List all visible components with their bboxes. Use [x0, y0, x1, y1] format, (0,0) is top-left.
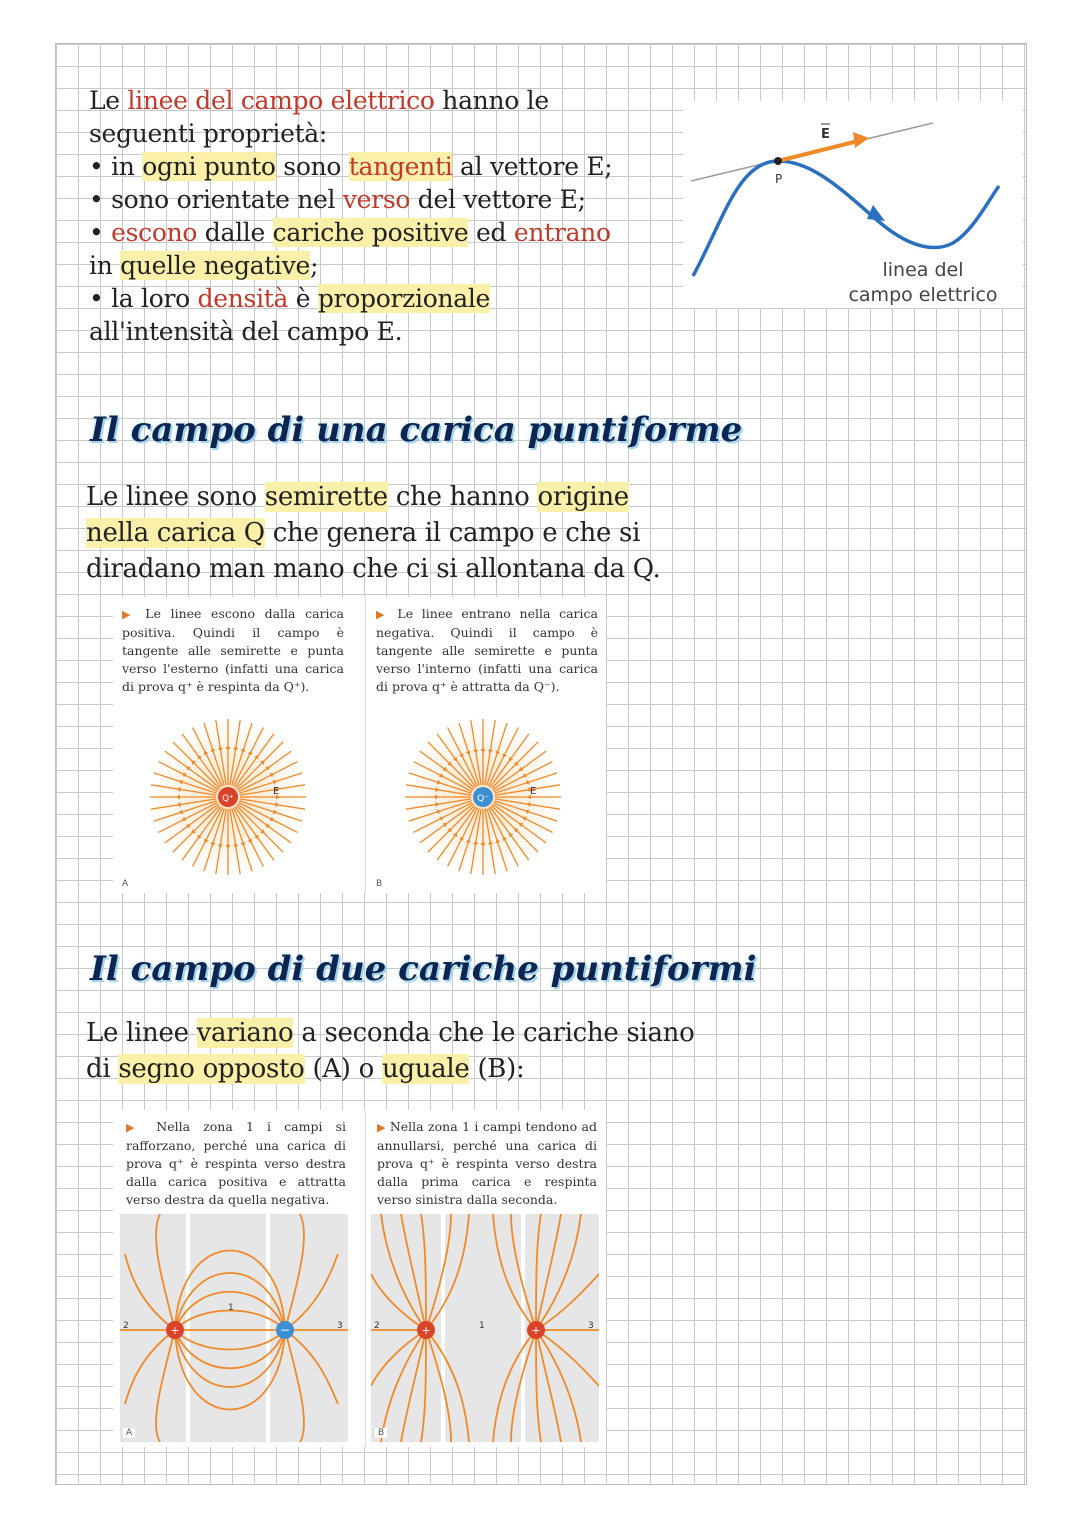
highlight-red: linee del campo elettrico [127, 86, 435, 115]
charge-label: Q⁻ [477, 794, 489, 804]
dipole-field [120, 1214, 348, 1442]
single-charge-figures [113, 597, 606, 893]
caption-text: Nella zona 1 i campi tendono ad annullarsi, perché una carica di prova q⁺ è respinta verso destra dalla prima carica e respinta verso sinistra dalla seconda. [377, 1119, 597, 1207]
text: ed [468, 218, 514, 247]
text: che genera il campo e che si [264, 518, 641, 548]
text: Le [89, 86, 128, 115]
panel-letter-b: B [373, 879, 385, 889]
negative-charge-field [398, 712, 598, 882]
plus-sign: + [170, 1324, 180, 1337]
vector-label: E [273, 786, 280, 797]
text: a seconda che le cariche siano [293, 1018, 695, 1048]
like-charges-field [371, 1214, 599, 1442]
text: Le linee [86, 1018, 197, 1048]
point-label: P [775, 172, 783, 186]
text: dalle [197, 218, 273, 247]
figure-b-caption: ▶ Nella zona 1 i campi tendono ad annullarsi, perché una carica di prova q⁺ è respinta verso destra dalla prima carica e respinta verso sinistra dalla seconda. [377, 1119, 597, 1207]
section2-paragraph [86, 1015, 694, 1087]
highlight-yellow: origine [537, 482, 629, 512]
caption-text: Le linee entrano nella carica negativa. Quindi il campo è tangente alle semirette e punta verso l'interno (infatti una carica di prova q⁺ è attratta da Q⁻). [376, 606, 598, 694]
highlight-yellow: cariche positive [272, 218, 469, 247]
zone-3-label: 3 [588, 1321, 594, 1331]
charge-label: Q⁺ [222, 794, 234, 804]
text: è [288, 284, 318, 313]
highlight-yellow: semirette [264, 482, 388, 512]
text: al vettore E; [452, 152, 613, 181]
point-p [774, 157, 782, 165]
text: all'intensità del campo E. [89, 317, 403, 346]
vector-label: E [821, 127, 830, 142]
caption-text: Le linee escono dalla carica positiva. Quindi il campo è tangente alle semirette e punta verso l'esterno (infatti una carica di prova q⁺ è respinta da Q⁺). [122, 606, 344, 694]
zone-2-label: 2 [123, 1321, 129, 1331]
section2-heading: Il campo di due cariche puntiformi [90, 949, 757, 989]
zone-3-label: 3 [337, 1321, 343, 1331]
plus-sign: + [531, 1324, 541, 1337]
text: sono [275, 152, 349, 181]
bullet-text: • la loro [89, 284, 198, 313]
minus-sign: − [279, 1323, 291, 1337]
caption-line2: campo elettrico [848, 284, 998, 306]
plus-sign: + [421, 1324, 431, 1337]
text: in [89, 251, 121, 280]
section1-heading: Il campo di una carica puntiforme [90, 410, 743, 450]
caption-text: Nella zona 1 i campi si rafforzano, perché una carica di prova q⁺ è respinta verso destra dalla carica positiva e attratta verso destra da quella negativa. [126, 1119, 346, 1207]
highlight-yellow: variano [196, 1018, 294, 1048]
two-charge-figures [113, 1110, 606, 1447]
vector-label: E [530, 786, 537, 797]
text: ; [310, 251, 319, 280]
panel-letter-b: B [375, 1428, 387, 1438]
highlight-red: verso [342, 185, 411, 214]
highlight-red: entrano [513, 218, 611, 247]
figure-a-caption: ▶ Nella zona 1 i campi si rafforzano, perché una carica di prova q⁺ è respinta verso destra dalla carica positiva e attratta verso destra da quella negativa. [126, 1119, 346, 1207]
highlight-yellow: uguale [381, 1054, 470, 1084]
field-line-properties [89, 84, 689, 348]
e-vector [778, 141, 858, 161]
text: che hanno [387, 482, 538, 512]
zone-2-label: 2 [374, 1321, 380, 1331]
highlight-red: densità [197, 284, 289, 313]
text: di [86, 1054, 119, 1084]
wave-svg [683, 101, 1023, 308]
panel-letter-a: A [123, 1428, 135, 1438]
zone-1-label: 1 [228, 1303, 234, 1313]
section1-paragraph [86, 479, 661, 587]
panel-letter-a: A [119, 879, 131, 889]
positive-charge-field [143, 712, 343, 882]
highlight-yellow: nella carica Q [86, 518, 265, 548]
figure-b-caption: ▶ Le linee entrano nella carica negativa. Quindi il campo è tangente alle semirette e punta verso l'interno (infatti una carica di prova q⁺ è attratta da Q⁻). [376, 606, 598, 694]
e-vector-arrowhead [853, 132, 869, 148]
bullet-text: • in [89, 152, 143, 181]
text: seguenti proprietà: [89, 119, 328, 148]
text: del vettore E; [410, 185, 586, 214]
caption-line1: linea del [882, 259, 964, 281]
bullet-text: • [89, 218, 112, 247]
text: (B): [469, 1054, 525, 1084]
highlight-yellow: segno opposto [118, 1054, 305, 1084]
highlight-yellow: proporzionale [317, 284, 491, 313]
curve-arrowhead [867, 205, 885, 221]
text: diradano man mano che ci si allontana da Q. [86, 554, 661, 584]
highlight-red: escono [111, 218, 198, 247]
text: (A) o [304, 1054, 382, 1084]
bullet-text: • sono orientate nel [89, 185, 343, 214]
zone-1-label: 1 [479, 1321, 485, 1331]
field-line-wave-figure [683, 101, 1023, 308]
text: hanno le [434, 86, 549, 115]
figure-a-caption: ▶ Le linee escono dalla carica positiva. Quindi il campo è tangente alle semirette e punta verso l'esterno (infatti una carica di prova q⁺ è respinta da Q⁺). [122, 606, 344, 694]
highlight-yellow: ogni punto [142, 152, 276, 181]
text: Le linee sono [86, 482, 265, 512]
highlight-yellow: quelle negative [120, 251, 311, 280]
highlight-red: tangenti [348, 152, 453, 181]
